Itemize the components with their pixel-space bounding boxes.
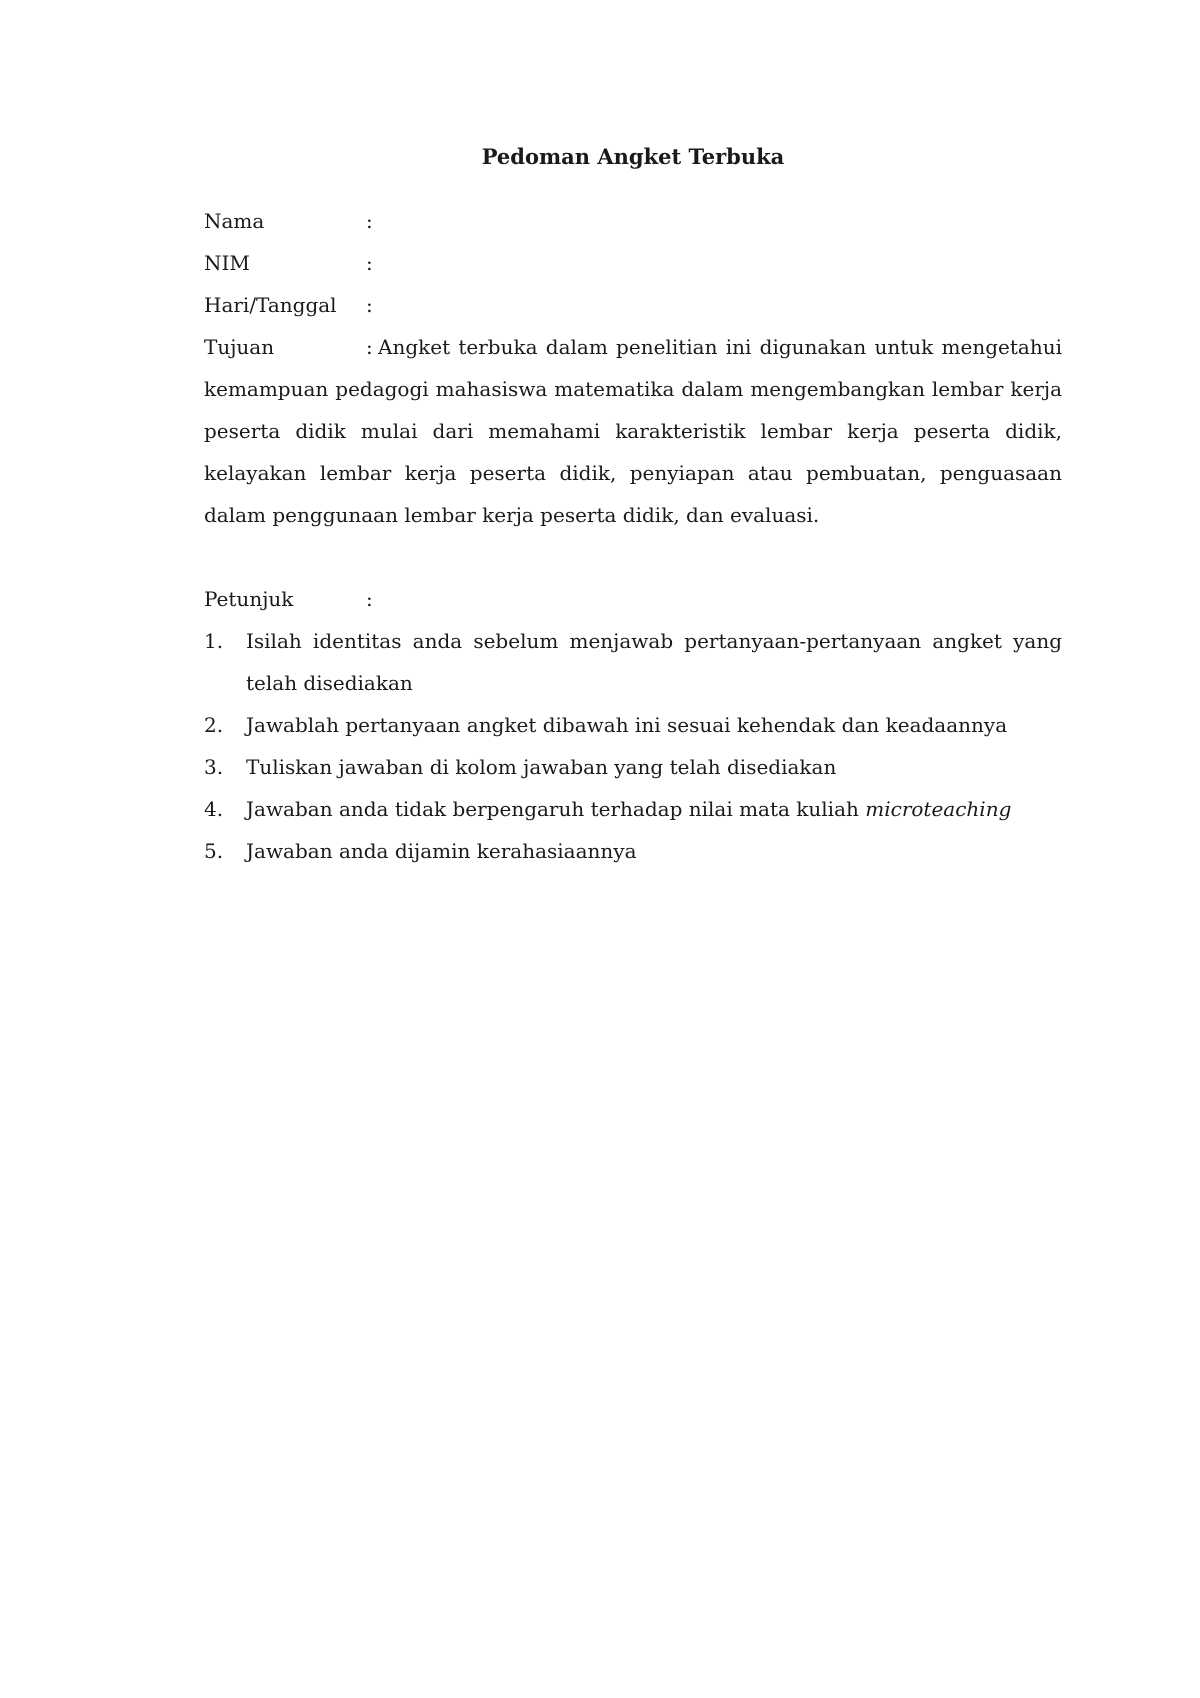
petunjuk-heading: [204, 578, 1062, 620]
list-item: [204, 788, 1062, 830]
list-item-text: Jawaban anda dijamin kerahasiaannya: [246, 839, 637, 863]
document-title: Pedoman Angket Terbuka: [481, 144, 785, 169]
tujuan-text: Angket terbuka dalam penelitian ini digunakan untuk mengetahui kemampuan pedagogi mahasiswa matematika dalam mengembangkan lembar kerja peserta didik mulai dari memahami karakteristik lembar kerja peserta didik, kelayakan lembar kerja peserta didik, penyiapan atau pembuatan, penguasaan dalam penggunaan lembar kerja peserta didik, dan evaluasi.: [204, 335, 1062, 527]
list-item: [204, 704, 1062, 746]
field-label: Hari/Tanggal: [204, 293, 337, 317]
list-item-text: Jawablah pertanyaan angket dibawah ini sesuai kehendak dan keadaannya: [246, 713, 1008, 737]
field-colon: :: [366, 293, 373, 317]
list-item-number: 4.: [204, 797, 224, 821]
petunjuk-colon: :: [366, 587, 373, 611]
field-label: NIM: [204, 251, 250, 275]
list-item-number: 3.: [204, 755, 224, 779]
field-colon: :: [366, 209, 373, 233]
list-item-text-wrap: [246, 788, 1062, 830]
field-colon: :: [366, 251, 373, 275]
tujuan-colon: :: [366, 335, 373, 359]
list-item: [204, 746, 1062, 788]
list-item-text: Isilah identitas anda sebelum menjawab pertanyaan-pertanyaan angket yang telah disediakan: [246, 629, 1062, 695]
field-hari-tanggal: [204, 284, 1062, 326]
list-item-emphasis: microteaching: [865, 797, 1012, 821]
list-item: [204, 620, 1062, 704]
petunjuk-list: [204, 620, 1062, 872]
petunjuk-label: Petunjuk: [204, 587, 294, 611]
list-item-text: Tuliskan jawaban di kolom jawaban yang telah disediakan: [246, 755, 837, 779]
tujuan-paragraph: [204, 326, 1062, 536]
list-item: [204, 830, 1062, 872]
list-item-number: 5.: [204, 839, 224, 863]
field-nim: [204, 242, 1062, 284]
tujuan-label: Tujuan: [204, 335, 275, 359]
document-page: [204, 142, 1062, 872]
list-item-text: Jawaban anda tidak berpengaruh terhadap nilai mata kuliah: [246, 797, 866, 821]
list-item-number: 2.: [204, 713, 224, 737]
field-nama: [204, 200, 1062, 242]
list-item-number: 1.: [204, 629, 224, 653]
field-label: Nama: [204, 209, 265, 233]
